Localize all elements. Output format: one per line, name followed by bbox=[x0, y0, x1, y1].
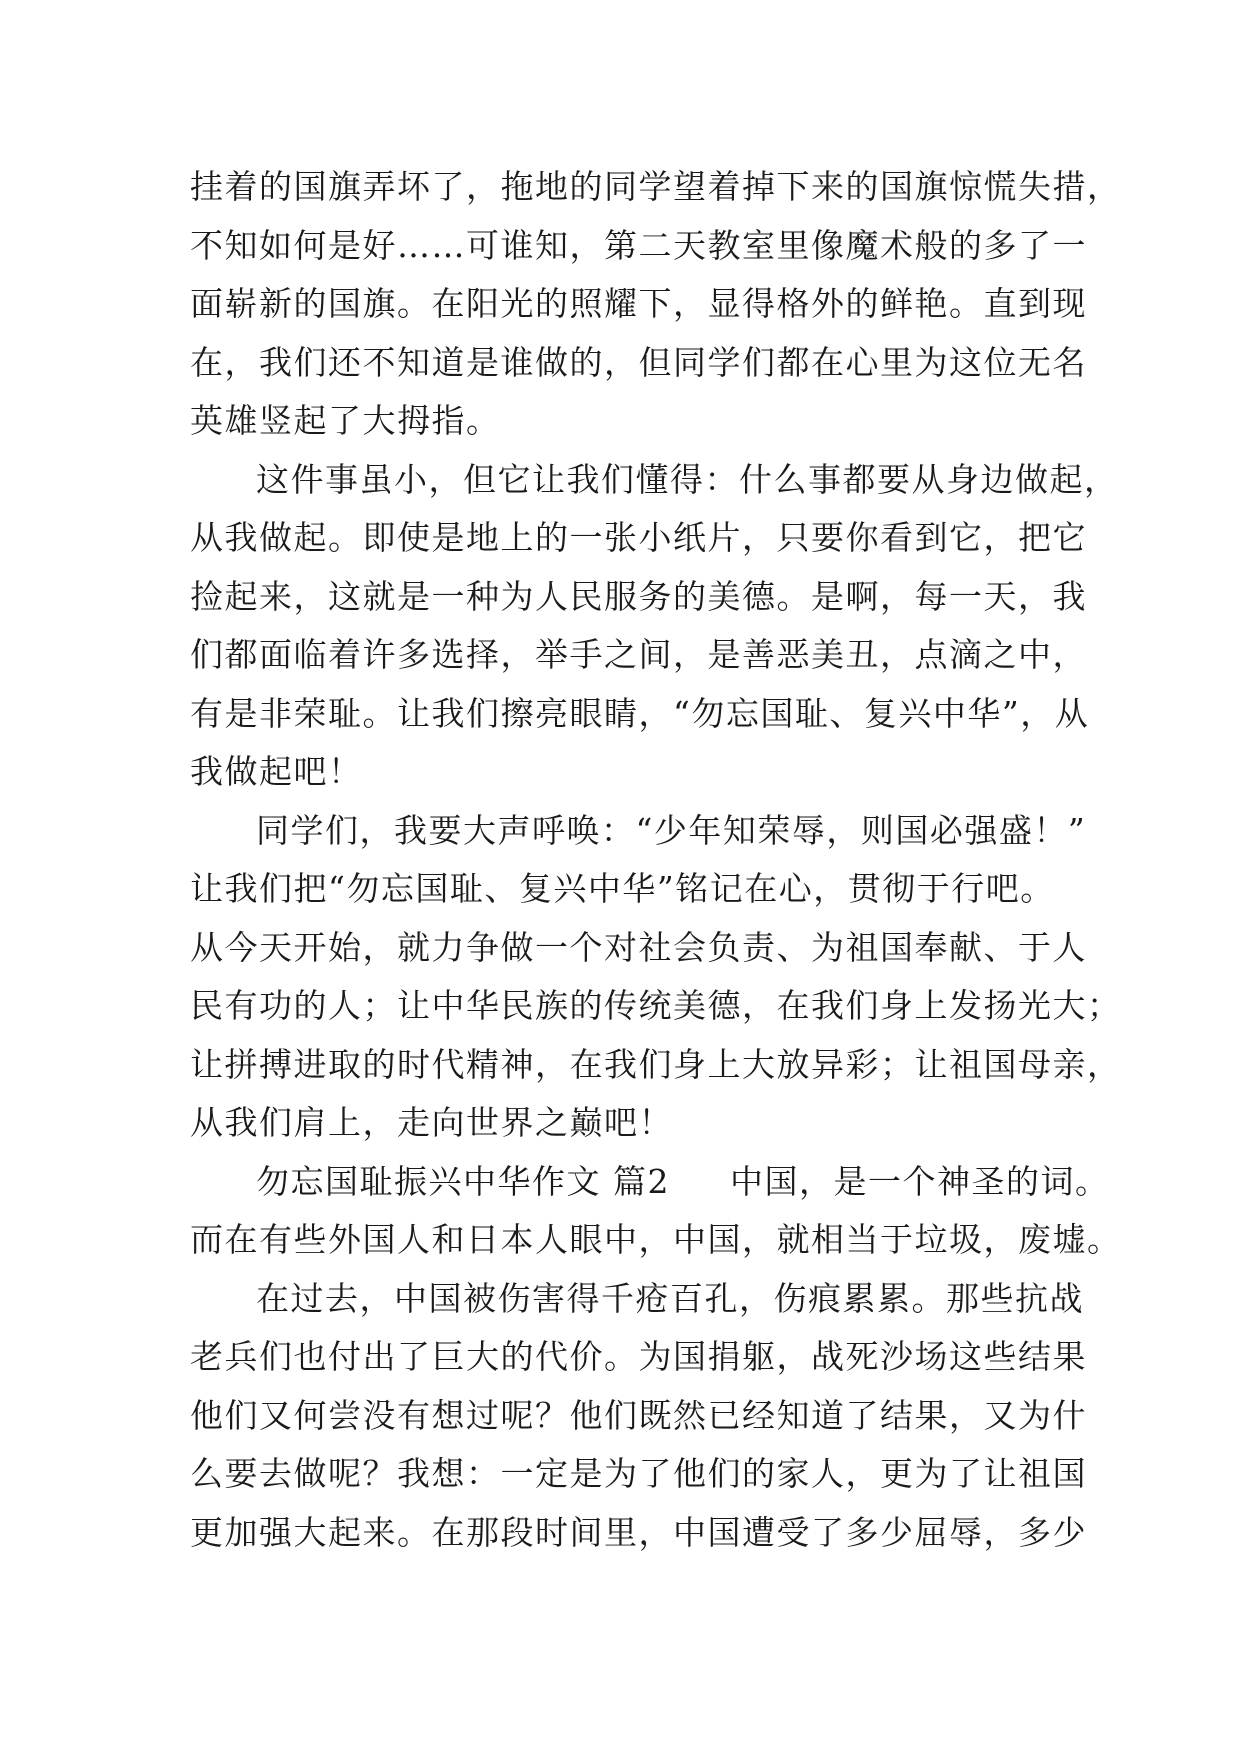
text-line: 我做起吧！ bbox=[190, 752, 363, 791]
text-line: 不知如何是好……可谁知，第二天教室里像魔术般的多了一 bbox=[190, 225, 1087, 265]
text-line: 面崭新的国旗。在阳光的照耀下，显得格外的鲜艳。直到现 bbox=[190, 284, 1087, 323]
text-line: 有是非荣耻。让我们擦亮眼睛，“勿忘国耻、复兴中华”，从 bbox=[190, 693, 1090, 733]
text-line: 而在有些外国人和日本人眼中，中国，就相当于垃圾，废墟。 bbox=[190, 1220, 1122, 1259]
text-line: 同学们，我要大声呼唤：“少年知荣辱，则国必强盛！” bbox=[256, 810, 1087, 850]
text-line: 从今天开始，就力争做一个对社会负责、为祖国奉献、于人 bbox=[190, 927, 1087, 967]
section-heading-line bbox=[190, 1153, 1110, 1212]
text-line: 让拼搏进取的时代精神，在我们身上大放异彩；让祖国母亲， bbox=[190, 1044, 1122, 1084]
text-line: 老兵们也付出了巨大的代价。为国捐躯，战死沙场这些结果 bbox=[190, 1337, 1087, 1376]
text-line: 从我们肩上，走向世界之巅吧！ bbox=[190, 1103, 673, 1142]
document-body bbox=[190, 158, 1122, 1562]
text-line: 民有功的人；让中华民族的传统美德，在我们身上发扬光大； bbox=[190, 986, 1122, 1025]
text-line: 捡起来，这就是一种为人民服务的美德。是啊，每一天，我 bbox=[190, 576, 1087, 616]
text-line: 英雄竖起了大拇指。 bbox=[190, 401, 501, 440]
section-label: 篇2 bbox=[613, 1161, 670, 1201]
text-line: 从我做起。即使是地上的一张小纸片，只要你看到它，把它 bbox=[190, 518, 1087, 557]
text-line: 在，我们还不知道是谁做的，但同学们都在心里为这位无名 bbox=[190, 342, 1087, 382]
essay-title: 勿忘国耻振兴中华作文 bbox=[256, 1161, 601, 1201]
text-line: 么要去做呢？我想：一定是为了他们的家人，更为了让祖国 bbox=[190, 1454, 1087, 1493]
text-line: 他们又何尝没有想过呢？他们既然已经知道了结果，又为什 bbox=[190, 1395, 1087, 1435]
text-line: 让我们把“勿忘国耻、复兴中华”铭记在心，贯彻于行吧。 bbox=[190, 869, 1055, 908]
text-line: 挂着的国旗弄坏了，拖地的同学望着掉下来的国旗惊慌失措， bbox=[190, 167, 1122, 206]
heading-rest: 中国，是一个神圣的词。 bbox=[730, 1161, 1110, 1201]
text-line: 更加强大起来。在那段时间里，中国遭受了多少屈辱，多少 bbox=[190, 1512, 1087, 1552]
text-line: 们都面临着许多选择，举手之间，是善恶美丑，点滴之中， bbox=[190, 635, 1087, 674]
text-line: 这件事虽小，但它让我们懂得：什么事都要从身边做起， bbox=[256, 459, 1119, 499]
text-line: 在过去，中国被伤害得千疮百孔，伤痕累累。那些抗战 bbox=[256, 1278, 1084, 1318]
